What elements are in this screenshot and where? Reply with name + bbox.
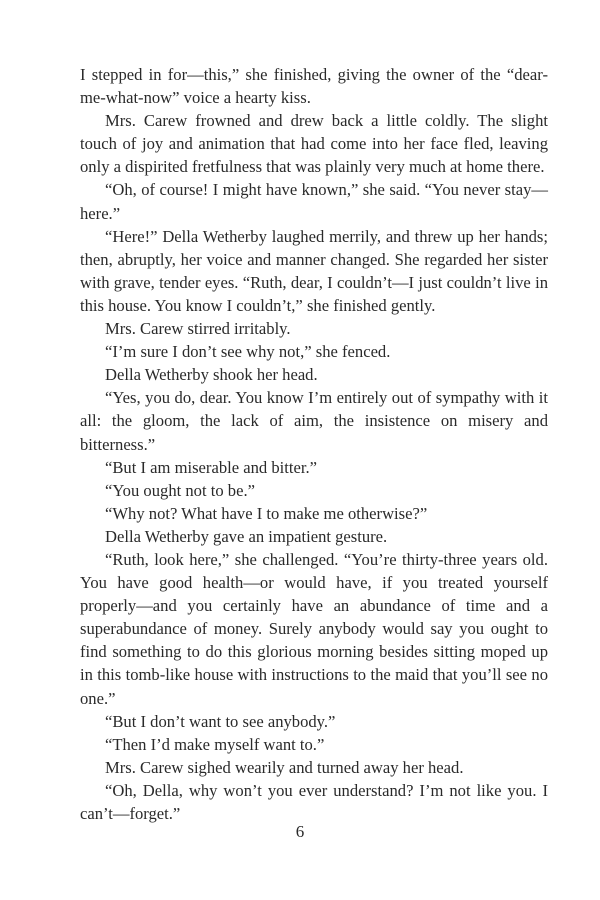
paragraph: Mrs. Carew frowned and drew back a little coldly. The slight touch of joy and animation that had come into her face fled, leaving only a dispirited fretfulness that was plainly very much at home there. (80, 111, 548, 177)
paragraph: “Ruth, look here,” she challenged. “You’re thirty-three years old. You have good health—or would have, if you treated yourself properly—and you certainly have an abundance of time and a superabundance of money. Surely anybody would say you ought to find something to do this glorious morning besides sitting moped up in this tomb-like house with instructions to the maid that you’ll see no one.” (80, 549, 548, 708)
paragraph: “You ought not to be.” (105, 480, 255, 500)
paragraph: “Oh, Della, why won’t you ever understand? I’m not like you. I can’t—forget.” (80, 780, 548, 823)
paragraph: “Yes, you do, dear. You know I’m entirely out of sympathy with it all: the gloom, the lack of aim, the insistence on misery and bitterness.” (80, 388, 548, 454)
paragraph: Mrs. Carew stirred irritably. (105, 319, 291, 339)
paragraph: “Why not? What have I to make me otherwise?” (105, 503, 428, 523)
paragraph: “I’m sure I don’t see why not,” she fenced. (105, 342, 391, 362)
paragraph: “But I don’t want to see anybody.” (105, 711, 336, 731)
paragraph: Della Wetherby gave an impatient gesture. (105, 526, 388, 546)
body-text (80, 63, 548, 825)
paragraph: “But I am miserable and bitter.” (105, 457, 317, 477)
paragraph: Della Wetherby shook her head. (105, 365, 318, 385)
paragraph: “Here!” Della Wetherby laughed merrily, and threw up her hands; then, abruptly, her voice and manner changed. She regarded her sister with grave, tender eyes. “Ruth, dear, I couldn’t—I just couldn’t live in this house. You know I couldn’t,” she finished gently. (80, 226, 548, 315)
page-number: 6 (295, 822, 305, 841)
paragraph: “Then I’d make myself want to.” (105, 734, 325, 754)
paragraph: I stepped in for—this,” she finished, giving the owner of the “dear-me-what-now” voice a hearty kiss. (80, 65, 548, 108)
paragraph: “Oh, of course! I might have known,” she said. “You never stay—here.” (80, 180, 548, 223)
paragraph: Mrs. Carew sighed wearily and turned away her head. (105, 757, 464, 777)
